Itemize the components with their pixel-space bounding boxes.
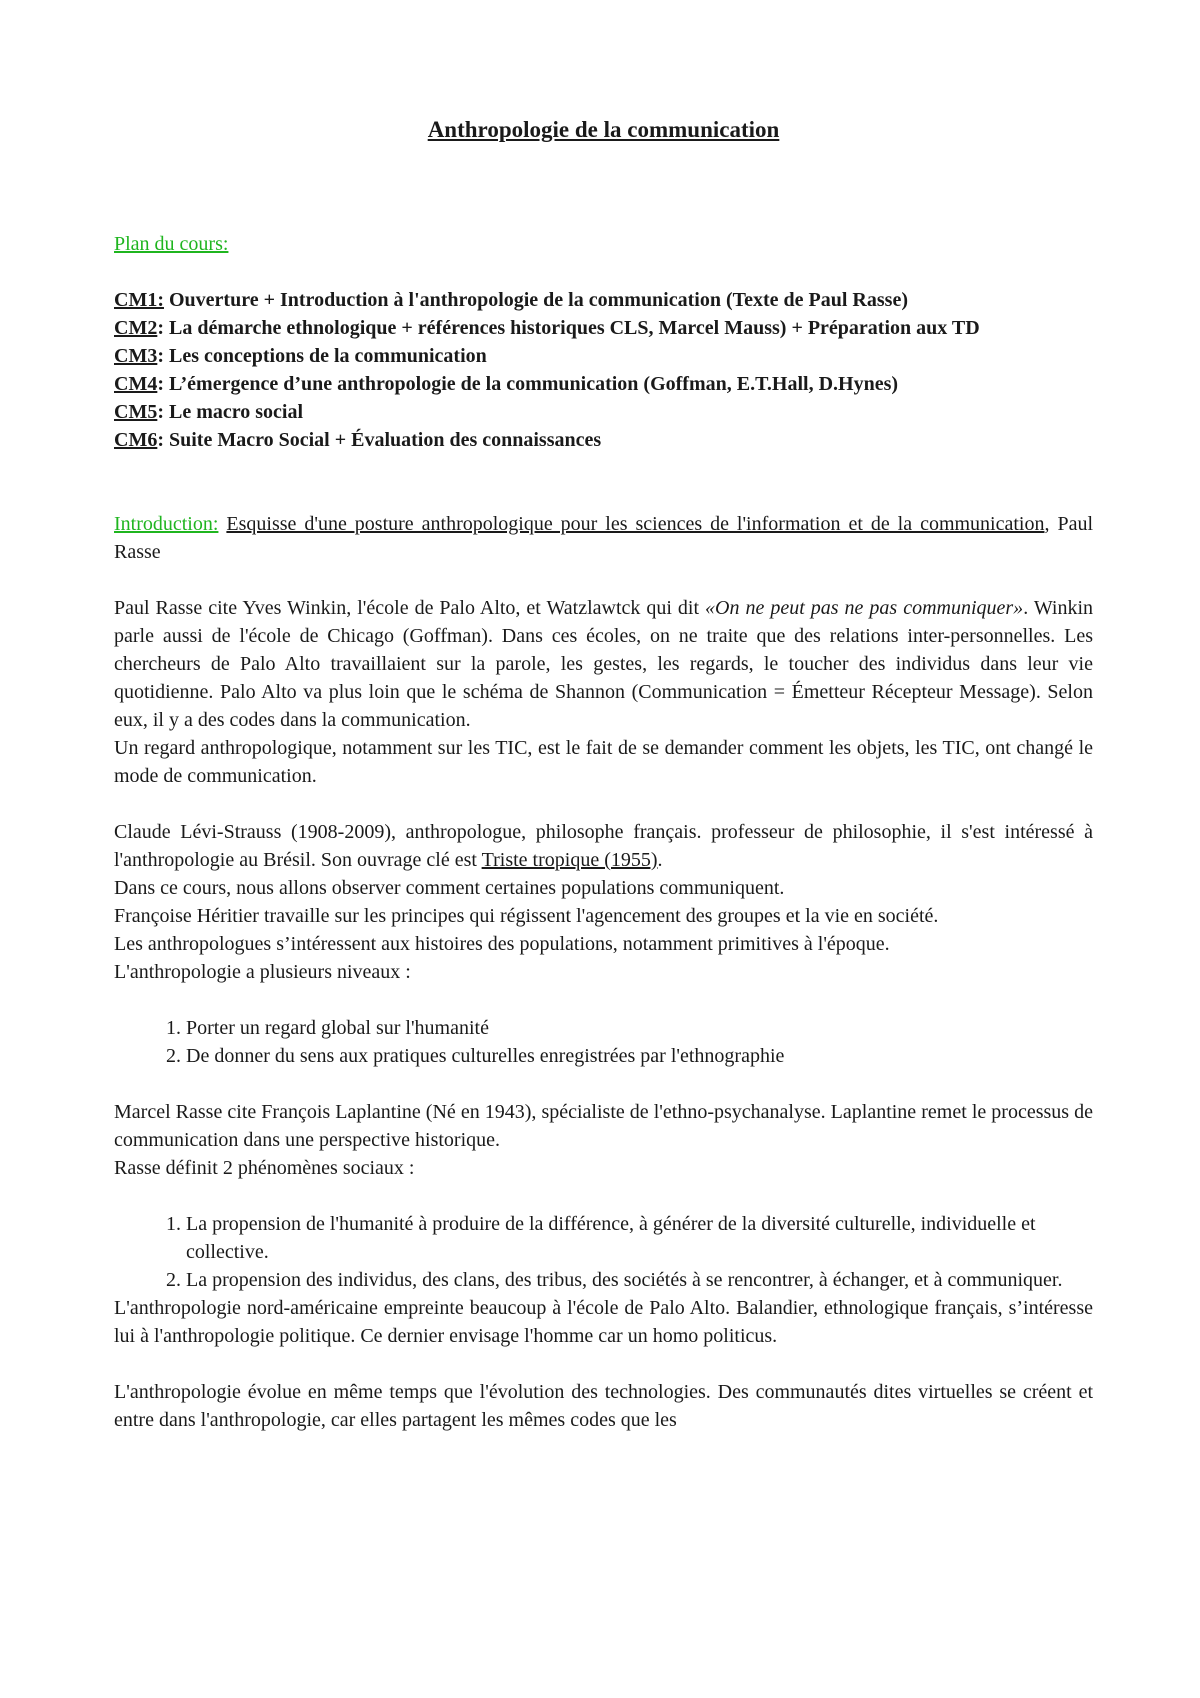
list-item: 2. La propension des individus, des clans, des tribus, des sociétés à se rencontrer, à échanger, et à communiquer. <box>186 1266 1093 1294</box>
paragraph: Françoise Héritier travaille sur les principes qui régissent l'agencement des groupes et la vie en société. <box>114 905 939 927</box>
paragraph: Dans ce cours, nous allons observer comment certaines populations communiquent. <box>114 877 785 899</box>
intro-label: Introduction: <box>114 513 219 535</box>
plan-code: CM6 <box>114 429 158 451</box>
plan-text: : Suite Macro Social + Évaluation des connaissances <box>157 429 602 451</box>
list-item: 1. Porter un regard global sur l'humanité <box>186 1014 1093 1042</box>
plan-code: CM3 <box>114 345 158 367</box>
plan-item-cm5 <box>114 398 1093 426</box>
plan-heading: Plan du cours: <box>114 233 229 255</box>
list-item: 2. De donner du sens aux pratiques culturelles enregistrées par l'ethnographie <box>186 1042 1093 1070</box>
intro-source-author: , Paul Rasse <box>114 513 1093 563</box>
paragraph: Les anthropologues s’intéressent aux histoires des populations, notamment primitives à l'époque. <box>114 933 890 955</box>
list-item: 1. La propension de l'humanité à produire de la différence, à générer de la diversité culturelle, individuelle et collective. <box>186 1210 1093 1266</box>
intro-line <box>114 510 1093 566</box>
plan-item-cm4 <box>114 370 1093 398</box>
paragraph: L'anthropologie a plusieurs niveaux : <box>114 961 411 983</box>
plan-code: CM5 <box>114 401 158 423</box>
paragraph: L'anthropologie nord-américaine empreinte beaucoup à l'école de Palo Alto. Balandier, ethnologique français, s’intéresse lui à l'anthropologie politique. Ce dernier envisage l'homme car un homo politicus. <box>114 1297 1093 1347</box>
plan-item-cm1 <box>114 286 1093 314</box>
intro-source-title: Esquisse d'une posture anthropologique pour les sciences de l'information et de la communication <box>226 513 1045 535</box>
plan-text: : Les conceptions de la communication <box>157 345 487 367</box>
plan-text: : La démarche ethnologique + références historiques CLS, Marcel Mauss) + Préparation aux TD <box>157 317 980 339</box>
plan-text: : Le macro social <box>157 401 304 423</box>
paragraph-text: . <box>657 849 663 871</box>
paragraph: Un regard anthropologique, notamment sur les TIC, est le fait de se demander comment les objets, les TIC, ont changé le mode de communication. <box>114 737 1093 787</box>
levels-list <box>114 1014 1093 1070</box>
paragraph-text: Paul Rasse cite Yves Winkin, l'école de Palo Alto, et Watzlawtck qui dit <box>114 597 706 619</box>
plan-code: CM1: <box>114 289 164 311</box>
paragraph <box>114 594 1093 734</box>
plan-text: : L’émergence d’une anthropologie de la communication (Goffman, E.T.Hall, D.Hynes) <box>157 373 899 395</box>
quote: «On ne peut pas ne pas communiquer» <box>705 597 1024 619</box>
paragraph: Marcel Rasse cite François Laplantine (Né en 1943), spécialiste de l'ethno-psychanalyse. Laplantine remet le processus de communication dans une perspective historique. <box>114 1101 1093 1151</box>
plan-item-cm6 <box>114 426 1093 454</box>
course-plan <box>114 286 1093 454</box>
document-body <box>114 510 1093 1434</box>
plan-code: CM4 <box>114 373 158 395</box>
paragraph-text: . Winkin parle aussi de l'école de Chicago (Goffman). Dans ces écoles, on ne traite que des relations inter-personnelles. Les chercheurs de Palo Alto travaillaient sur la parole, les gestes, les regards, le toucher des individus dans leur vie quotidienne. Palo Alto va plus loin que le schéma de Shannon (Communication = Émetteur Récepteur Message). Selon eux, il y a des codes dans la communication. <box>114 597 1094 731</box>
document-title: Anthropologie de la communication <box>427 117 780 142</box>
plan-item-cm2 <box>114 314 1093 342</box>
plan-text: Ouverture + Introduction à l'anthropologie de la communication (Texte de Paul Rasse) <box>163 289 908 311</box>
paragraph <box>114 818 1093 874</box>
paragraph: L'anthropologie évolue en même temps que l'évolution des technologies. Des communautés dites virtuelles se créent et entre dans l'anthropologie, car elles partagent les mêmes codes que les <box>114 1381 1093 1431</box>
plan-code: CM2 <box>114 317 158 339</box>
book-title: Triste tropique (1955) <box>481 849 658 871</box>
paragraph: Rasse définit 2 phénomènes sociaux : <box>114 1157 415 1179</box>
phenomena-list <box>114 1210 1093 1294</box>
plan-item-cm3 <box>114 342 1093 370</box>
paragraph-text: Claude Lévi-Strauss (1908-2009), anthropologue, philosophe français. professeur de philosophie, il s'est intéressé à l'anthropologie au Brésil. Son ouvrage clé est <box>114 821 1093 871</box>
